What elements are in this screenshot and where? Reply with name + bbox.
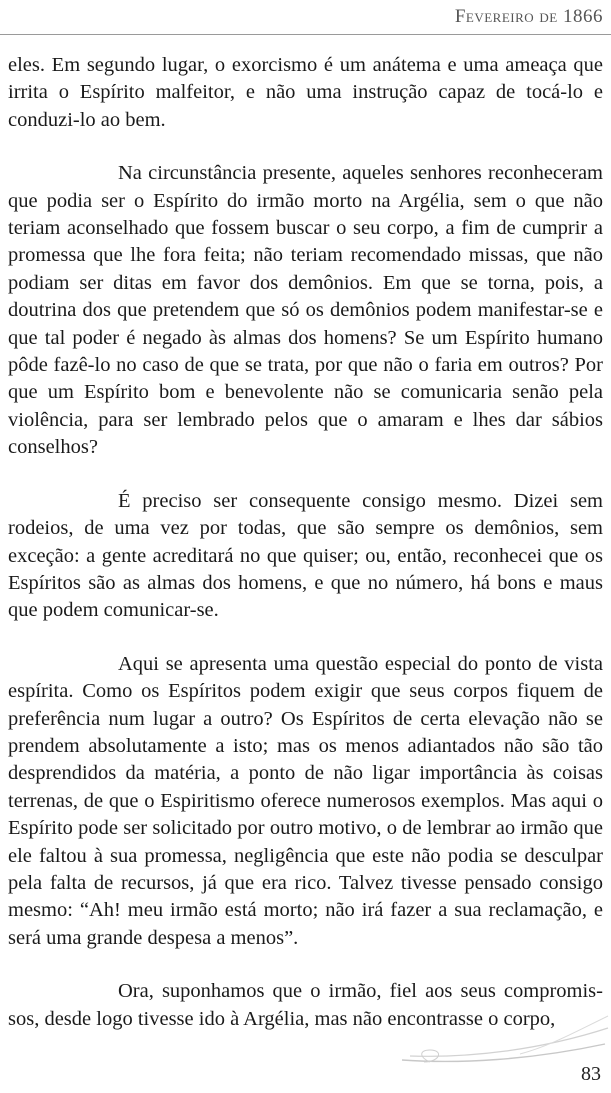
paragraph-4: Aqui se apresenta uma questão especial do ponto de vista espírita. Como os Espíritos podem exigir que seus corpos fiquem de preferência num lugar a outro? Os Espíritos de certa elevação não se prendem absolutamente a isto; mas os menos adiantados não são tão desprendidos da matéria, a ponto de não ligar importância às coisas terrenas, de que o Espiritismo oferece numerosos exemplos. Mas aqui o Espírito pode ser solicitado por outro motivo, o de lembrar ao irmão que ele faltou à sua promessa, negligência que este não podia se desculpar pela falta de recursos, já que era rico. Talvez tivesse pensado consigo mesmo: “Ah! meu irmão está morto; não irá fazer a sua reclamação, e será uma grande despesa a menos”. (8, 652, 603, 949)
body-text (8, 52, 603, 1033)
page-number: 83 (581, 1063, 601, 1085)
paragraph-2: Na circunstância presente, aqueles senhores reconheceram que podia ser o Espírito do irmão morto na Argélia, sem o que não teriam aconselhado que fossem buscar o seu corpo, a fim de cumprir a promessa que lhe fora feita; não teriam recomendado missas, que não podiam ser ditas em favor dos demônios. Em que se torna, pois, a doutrina dos que pretendem que só os demônios podem manifestar-se e que tal poder é negado às almas dos homens? Se um Espírito humano pôde fazê-lo no caso de que se trata, por que não o faria em outros? Por que um Espírito bom e benevolente não se comunicaria senão pela violência, para ser lembrado pelos que o amaram e lhes dar sábios conselhos? (8, 162, 603, 459)
paragraph-1: eles. Em segundo lugar, o exorcismo é um anátema e uma ameaça que irrita o Espírito malfeitor, e não uma instrução capaz de tocá-lo e conduzi-lo ao bem. (8, 54, 603, 131)
paragraph-3: É preciso ser consequente consigo mesmo. Dizei sem rodeios, de uma vez por todas, que são sempre os demônios, sem exceção: a gente acreditará no que quiser; ou, então, reconhecei que os Espíritos são as almas dos homens, e que no número, há bons e maus que podem comunicar-se. (8, 489, 603, 622)
paragraph-5: Ora, suponhamos que o irmão, fiel aos seus compromissos, desde logo tivesse ido à Argélia, mas não encontrasse o corpo, (8, 980, 603, 1030)
running-head: Fevereiro de 1866 (454, 6, 603, 27)
header-rule (0, 34, 611, 35)
footer-swirl-ornament (400, 1010, 611, 1070)
